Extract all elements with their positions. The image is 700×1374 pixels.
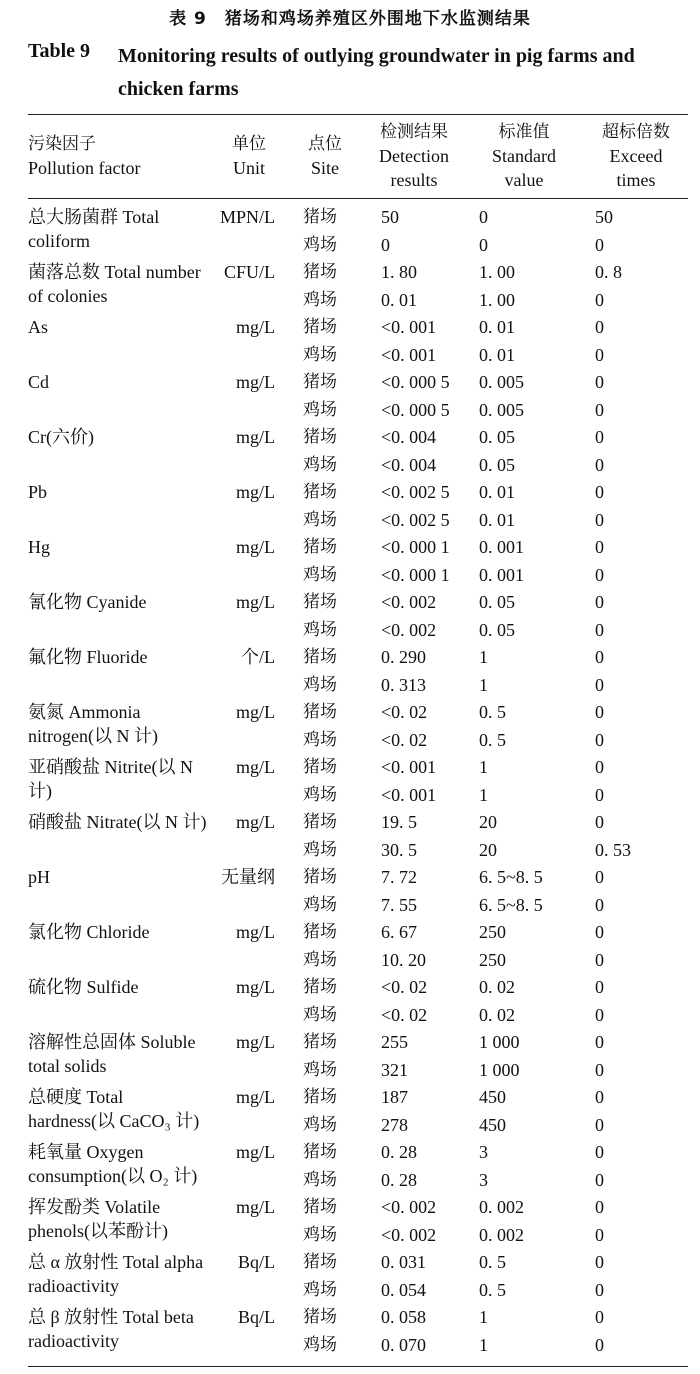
exceed-times: 0 xyxy=(595,1279,604,1300)
monitoring-table xyxy=(28,205,688,1360)
standard-value: 0. 01 xyxy=(479,344,515,365)
table-label-en: Table 9 xyxy=(28,40,91,62)
exceed-times: 0 xyxy=(595,977,604,997)
site: 猪场 xyxy=(303,262,337,282)
site: 鸡场 xyxy=(303,1169,337,1190)
table-row xyxy=(28,1030,688,1058)
standard-value: 1 000 xyxy=(479,1059,520,1080)
pollution-factor: 氟化物 Fluoride xyxy=(28,647,148,667)
site: 鸡场 xyxy=(303,564,337,585)
detection-result: <0. 02 xyxy=(381,977,428,997)
detection-result: 19. 5 xyxy=(381,812,417,832)
exceed-times: 0 xyxy=(595,729,604,750)
exceed-times: 0 xyxy=(595,564,604,585)
standard-value: 0. 05 xyxy=(479,454,515,475)
detection-result: 0. 28 xyxy=(381,1169,417,1190)
detection-result: <0. 002 xyxy=(381,619,437,640)
unit: mg/L xyxy=(236,537,275,557)
standard-value: 3 xyxy=(479,1169,488,1190)
detection-result: 30. 5 xyxy=(381,839,417,860)
site: 猪场 xyxy=(303,427,337,447)
standard-value: 1 xyxy=(479,1334,488,1355)
standard-value: 0. 05 xyxy=(479,592,515,612)
exceed-times: 0 xyxy=(595,867,604,887)
pollution-factor: Cr(六价) xyxy=(28,427,94,447)
standard-value: 0. 001 xyxy=(479,564,524,585)
table-row xyxy=(28,1250,688,1278)
detection-result: <0. 004 xyxy=(381,454,437,475)
header-factor: 污染因子 Pollution factor xyxy=(28,134,141,178)
unit: 个/L xyxy=(241,647,275,667)
detection-result: 10. 20 xyxy=(381,949,426,970)
site: 猪场 xyxy=(303,867,337,887)
site: 猪场 xyxy=(303,812,337,832)
pollution-factor: 挥发酚类 Volatile phenols(以苯酚计) xyxy=(28,1197,168,1241)
detection-result: <0. 004 xyxy=(381,427,437,447)
site: 猪场 xyxy=(303,977,337,997)
exceed-times: 0 xyxy=(595,894,604,915)
site: 猪场 xyxy=(303,1032,337,1052)
table-title-cn: 表 9 猪场和鸡场养殖区外围地下水监测结果 xyxy=(169,9,531,29)
exceed-times: 0 xyxy=(595,509,604,530)
detection-result: <0. 02 xyxy=(381,702,428,722)
standard-value: 0. 002 xyxy=(479,1224,524,1245)
detection-result: 278 xyxy=(381,1114,408,1135)
exceed-times: 0 xyxy=(595,454,604,475)
standard-value: 0. 002 xyxy=(479,1197,524,1217)
standard-value: 6. 5~8. 5 xyxy=(479,894,543,915)
unit: mg/L xyxy=(236,977,275,997)
header-site: 点位 Site xyxy=(308,134,342,178)
site: 鸡场 xyxy=(303,839,337,860)
standard-value: 20 xyxy=(479,839,497,860)
exceed-times: 0 xyxy=(595,234,604,255)
exceed-times: 0 xyxy=(595,592,604,612)
standard-value: 0. 02 xyxy=(479,1004,515,1025)
standard-value: 1 000 xyxy=(479,1032,520,1052)
pollution-factor: 耗氧量 Oxygen consumption(以 O₂ 计) xyxy=(28,1142,198,1186)
bottom-rule xyxy=(28,1366,688,1367)
unit: 无量纲 xyxy=(221,867,275,887)
table-row xyxy=(28,755,688,783)
table-row xyxy=(28,1085,688,1113)
pollution-factor: pH xyxy=(28,867,50,887)
standard-value: 0. 5 xyxy=(479,702,506,722)
detection-result: <0. 001 xyxy=(381,784,437,805)
pollution-factor: 总硬度 Total hardness(以 CaCO₃ 计) xyxy=(28,1087,200,1131)
table-row xyxy=(28,865,688,893)
site: 猪场 xyxy=(303,1197,337,1217)
standard-value: 1 xyxy=(479,757,488,777)
pollution-factor: As xyxy=(28,317,49,337)
standard-value: 250 xyxy=(479,949,506,970)
standard-value: 1. 00 xyxy=(479,289,515,310)
exceed-times: 0 xyxy=(595,619,604,640)
unit: mg/L xyxy=(236,1087,275,1107)
standard-value: 0. 005 xyxy=(479,372,524,392)
table-row xyxy=(28,535,688,563)
table-row xyxy=(28,1195,688,1223)
exceed-times: 0 xyxy=(595,1087,604,1107)
table-row xyxy=(28,480,688,508)
exceed-times: 0 xyxy=(595,1114,604,1135)
standard-value: 20 xyxy=(479,812,497,832)
site: 鸡场 xyxy=(303,1334,337,1355)
site: 鸡场 xyxy=(303,1059,337,1080)
detection-result: <0. 002 xyxy=(381,1197,437,1217)
site: 鸡场 xyxy=(303,949,337,970)
unit: mg/L xyxy=(236,1197,275,1217)
pollution-factor: 总 α 放射性 Total alpha radioactivity xyxy=(28,1252,204,1296)
site: 猪场 xyxy=(303,482,337,502)
exceed-times: 0 xyxy=(595,289,604,310)
table-row xyxy=(28,920,688,948)
exceed-times: 0 xyxy=(595,757,604,777)
exceed-times: 0 xyxy=(595,427,604,447)
unit: mg/L xyxy=(236,757,275,777)
table-row xyxy=(28,205,688,233)
pollution-factor: 氰化物 Cyanide xyxy=(28,592,147,612)
exceed-times: 0 xyxy=(595,702,604,722)
detection-result: 0. 01 xyxy=(381,289,417,310)
pollution-factor: 溶解性总固体 Soluble total solids xyxy=(28,1032,196,1076)
header-unit: 单位 Unit xyxy=(232,134,266,178)
unit: mg/L xyxy=(236,427,275,447)
table-row xyxy=(28,645,688,673)
detection-result: <0. 001 xyxy=(381,757,437,777)
standard-value: 0 xyxy=(479,234,488,255)
unit: mg/L xyxy=(236,812,275,832)
standard-value: 0. 5 xyxy=(479,1279,506,1300)
table-row xyxy=(28,590,688,618)
pollution-factor: 总 β 放射性 Total beta radioactivity xyxy=(28,1307,194,1351)
unit: mg/L xyxy=(236,482,275,502)
table-row xyxy=(28,700,688,728)
detection-result: 0 xyxy=(381,234,390,255)
table-row xyxy=(28,315,688,343)
site: 鸡场 xyxy=(303,894,337,915)
standard-value: 0. 5 xyxy=(479,729,506,750)
unit: mg/L xyxy=(236,317,275,337)
standard-value: 0. 005 xyxy=(479,399,524,420)
detection-result: <0. 002 5 xyxy=(381,482,450,502)
header-result: 检测结果 Detection results xyxy=(379,122,449,190)
top-rule xyxy=(28,114,688,115)
pollution-factor: 硫化物 Sulfide xyxy=(28,977,139,997)
site: 鸡场 xyxy=(303,1224,337,1245)
exceed-times: 0 xyxy=(595,1059,604,1080)
unit: mg/L xyxy=(236,372,275,392)
unit: mg/L xyxy=(236,1142,275,1162)
exceed-times: 0 xyxy=(595,1307,604,1327)
detection-result: 0. 031 xyxy=(381,1252,426,1272)
table-row xyxy=(28,1305,688,1333)
table-row xyxy=(28,425,688,453)
detection-result: 7. 55 xyxy=(381,894,417,915)
detection-result: 187 xyxy=(381,1087,408,1107)
pollution-factor: Cd xyxy=(28,372,50,392)
table-row xyxy=(28,370,688,398)
site: 猪场 xyxy=(303,757,337,777)
site: 猪场 xyxy=(303,922,337,942)
exceed-times: 0 xyxy=(595,482,604,502)
site: 猪场 xyxy=(303,317,337,337)
table-row xyxy=(28,810,688,838)
standard-value: 3 xyxy=(479,1142,488,1162)
exceed-times: 50 xyxy=(595,207,613,227)
exceed-times: 0 xyxy=(595,812,604,832)
unit: MPN/L xyxy=(219,207,275,227)
site: 鸡场 xyxy=(303,289,337,310)
site: 鸡场 xyxy=(303,784,337,805)
site: 猪场 xyxy=(303,647,337,667)
detection-result: 0. 313 xyxy=(381,674,426,695)
pollution-factor: 硝酸盐 Nitrate(以 N 计) xyxy=(28,812,207,832)
site: 猪场 xyxy=(303,702,337,722)
header-rule xyxy=(28,198,688,199)
detection-result: <0. 000 1 xyxy=(381,564,450,585)
standard-value: 450 xyxy=(479,1087,506,1107)
pollution-factor: Hg xyxy=(28,537,50,557)
unit: mg/L xyxy=(236,1032,275,1052)
site: 猪场 xyxy=(303,1252,337,1272)
standard-value: 250 xyxy=(479,922,506,942)
exceed-times: 0. 53 xyxy=(595,839,631,860)
table-row xyxy=(28,975,688,1003)
standard-value: 6. 5~8. 5 xyxy=(479,867,543,887)
pollution-factor: 氨氮 Ammonia nitrogen(以 N 计) xyxy=(28,702,158,746)
exceed-times: 0 xyxy=(595,647,604,667)
site: 猪场 xyxy=(303,592,337,612)
standard-value: 0. 01 xyxy=(479,482,515,502)
site: 鸡场 xyxy=(303,729,337,750)
pollution-factor: Pb xyxy=(28,482,48,502)
detection-result: <0. 002 xyxy=(381,1224,437,1245)
standard-value: 0. 02 xyxy=(479,977,515,997)
exceed-times: 0 xyxy=(595,1142,604,1162)
exceed-times: 0 xyxy=(595,537,604,557)
standard-value: 1 xyxy=(479,647,488,667)
standard-value: 0. 5 xyxy=(479,1252,506,1272)
detection-result: <0. 002 5 xyxy=(381,509,450,530)
detection-result: 50 xyxy=(381,207,399,227)
site: 鸡场 xyxy=(303,674,337,695)
detection-result: 255 xyxy=(381,1032,408,1052)
detection-result: <0. 000 1 xyxy=(381,537,450,557)
detection-result: <0. 001 xyxy=(381,344,437,365)
detection-result: 321 xyxy=(381,1059,408,1080)
unit: Bq/L xyxy=(237,1307,275,1327)
exceed-times: 0 xyxy=(595,317,604,337)
exceed-times: 0 xyxy=(595,922,604,942)
standard-value: 0. 05 xyxy=(479,619,515,640)
detection-result: 0. 290 xyxy=(381,647,426,667)
site: 鸡场 xyxy=(303,619,337,640)
standard-value: 450 xyxy=(479,1114,506,1135)
pollution-factor: 亚硝酸盐 Nitrite(以 N 计) xyxy=(28,757,193,801)
header-standard: 标准值 Standard value xyxy=(492,122,556,190)
standard-value: 0. 01 xyxy=(479,509,515,530)
exceed-times: 0 xyxy=(595,1334,604,1355)
detection-result: <0. 02 xyxy=(381,729,428,750)
detection-result: 0. 054 xyxy=(381,1279,426,1300)
site: 猪场 xyxy=(303,537,337,557)
unit: mg/L xyxy=(236,592,275,612)
table-row xyxy=(28,260,688,288)
detection-result: <0. 002 xyxy=(381,592,437,612)
exceed-times: 0 xyxy=(595,1224,604,1245)
site: 鸡场 xyxy=(303,344,337,365)
exceed-times: 0 xyxy=(595,674,604,695)
site: 猪场 xyxy=(303,372,337,392)
exceed-times: 0 xyxy=(595,1032,604,1052)
site: 猪场 xyxy=(303,1307,337,1327)
table-title-en: Monitoring results of outlying groundwater in pig farms and chicken farms xyxy=(118,45,635,100)
detection-result: <0. 000 5 xyxy=(381,372,450,392)
pollution-factor: 菌落总数 Total number of colonies xyxy=(28,262,201,306)
exceed-times: 0 xyxy=(595,372,604,392)
unit: Bq/L xyxy=(237,1252,275,1272)
site: 鸡场 xyxy=(303,234,337,255)
site: 鸡场 xyxy=(303,1114,337,1135)
exceed-times: 0 xyxy=(595,344,604,365)
standard-value: 1 xyxy=(479,784,488,805)
exceed-times: 0 xyxy=(595,399,604,420)
site: 鸡场 xyxy=(303,399,337,420)
site: 鸡场 xyxy=(303,1279,337,1300)
detection-result: <0. 02 xyxy=(381,1004,428,1025)
site: 猪场 xyxy=(303,207,337,227)
detection-result: 0. 070 xyxy=(381,1334,426,1355)
detection-result: 1. 80 xyxy=(381,262,417,282)
exceed-times: 0 xyxy=(595,1252,604,1272)
site: 鸡场 xyxy=(303,454,337,475)
detection-result: 0. 28 xyxy=(381,1142,417,1162)
unit: mg/L xyxy=(236,922,275,942)
detection-result: 0. 058 xyxy=(381,1307,426,1327)
pollution-factor: 总大肠菌群 Total coliform xyxy=(28,207,160,251)
site: 猪场 xyxy=(303,1087,337,1107)
standard-value: 0. 01 xyxy=(479,317,515,337)
standard-value: 1 xyxy=(479,674,488,695)
detection-result: 6. 67 xyxy=(381,922,417,942)
standard-value: 0. 001 xyxy=(479,537,524,557)
standard-value: 0 xyxy=(479,207,488,227)
table-row xyxy=(28,1140,688,1168)
unit: CFU/L xyxy=(223,262,275,282)
detection-result: <0. 000 5 xyxy=(381,399,450,420)
standard-value: 1 xyxy=(479,1307,488,1327)
exceed-times: 0 xyxy=(595,949,604,970)
site: 猪场 xyxy=(303,1142,337,1162)
standard-value: 0. 05 xyxy=(479,427,515,447)
exceed-times: 0 xyxy=(595,1004,604,1025)
header-exceed: 超标倍数 Exceed times xyxy=(602,122,670,190)
standard-value: 1. 00 xyxy=(479,262,515,282)
exceed-times: 0. 8 xyxy=(595,262,622,282)
detection-result: <0. 001 xyxy=(381,317,437,337)
exceed-times: 0 xyxy=(595,784,604,805)
pollution-factor: 氯化物 Chloride xyxy=(28,922,150,942)
exceed-times: 0 xyxy=(595,1169,604,1190)
detection-result: 7. 72 xyxy=(381,867,417,887)
unit: mg/L xyxy=(236,702,275,722)
site: 鸡场 xyxy=(303,1004,337,1025)
exceed-times: 0 xyxy=(595,1197,604,1217)
site: 鸡场 xyxy=(303,509,337,530)
